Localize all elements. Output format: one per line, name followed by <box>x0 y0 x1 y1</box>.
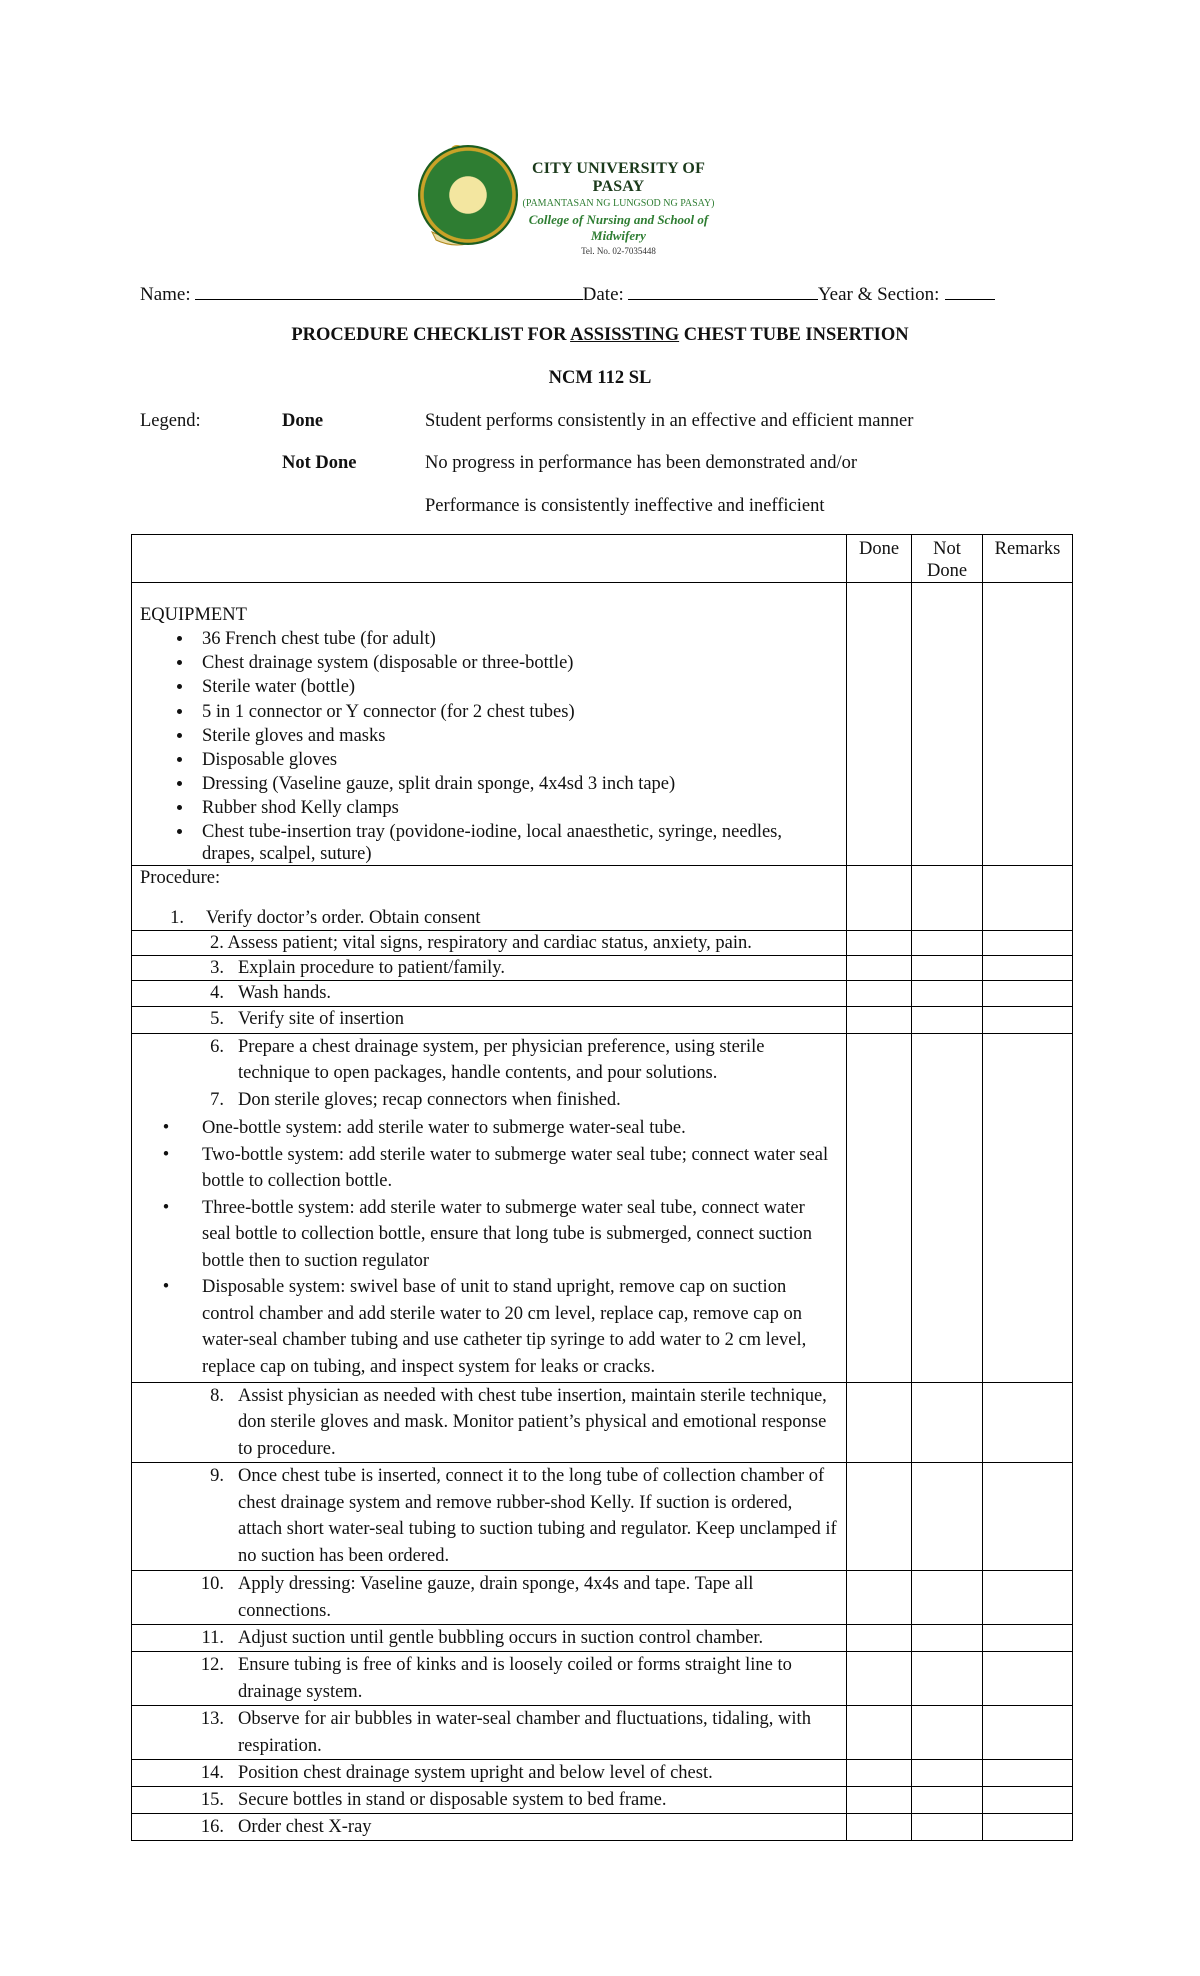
step-number: 15. <box>200 1790 224 1811</box>
done-checkbox-cell[interactable] <box>847 1706 912 1760</box>
table-row <box>132 930 1073 955</box>
procedure-step-cell <box>132 1814 847 1841</box>
step-text: Observe for air bubbles in water-seal chamber and fluctuations, tidaling, with respiration. <box>238 1709 811 1756</box>
step-number: 8. <box>210 1385 224 1406</box>
done-checkbox-cell[interactable] <box>847 1814 912 1841</box>
not-done-checkbox-cell[interactable] <box>912 1006 983 1033</box>
table-row <box>132 1006 1073 1033</box>
table-row <box>132 980 1073 1006</box>
procedure-step-cell <box>132 1760 847 1787</box>
table-row <box>132 1033 1073 1382</box>
course-code: NCM 112 SL <box>548 368 652 388</box>
step-number: 4. <box>210 982 224 1003</box>
name-field[interactable] <box>195 283 583 300</box>
not-done-checkbox-cell[interactable] <box>912 955 983 980</box>
remarks-cell[interactable] <box>983 955 1073 980</box>
title-suffix: CHEST TUBE INSERTION <box>679 325 909 345</box>
done-checkbox-cell[interactable] <box>847 955 912 980</box>
table-row <box>132 955 1073 980</box>
step-number: 6. <box>210 1036 224 1057</box>
not-done-checkbox-cell[interactable] <box>912 1625 983 1652</box>
procedure-step-cell <box>132 1033 847 1382</box>
not-done-checkbox-cell[interactable] <box>912 1033 983 1382</box>
step-text: Two-bottle system: add sterile water to submerge water seal tube; connect water seal bottle to collection bottle. <box>202 1144 829 1192</box>
step-text: Ensure tubing is free of kinks and is loosely coiled or forms straight line to drainage system. <box>238 1655 792 1702</box>
telephone-number: Tel. No. 02-7035448 <box>581 246 656 256</box>
year-section-field[interactable] <box>945 283 995 300</box>
not-done-checkbox-cell[interactable] <box>912 1706 983 1760</box>
step-number: 9. <box>210 1466 224 1487</box>
step-number: 11. <box>201 1628 224 1649</box>
done-checkbox-cell[interactable] <box>847 930 912 955</box>
equipment-title: EQUIPMENT <box>140 605 247 625</box>
step-number: 7. <box>210 1089 224 1110</box>
done-checkbox-cell[interactable] <box>847 980 912 1006</box>
date-field[interactable] <box>628 283 818 300</box>
legend-not-done-description: No progress in performance has been demonstrated and/or <box>425 453 858 473</box>
header-remarks: Remarks <box>983 535 1073 583</box>
list-item: • 5 in 1 connector or Y connector (for 2 chest tubes) <box>194 700 838 724</box>
remarks-cell[interactable] <box>983 1571 1073 1625</box>
done-checkbox-cell[interactable] <box>847 1033 912 1382</box>
list-item: • 36 French chest tube (for adult) <box>194 627 838 651</box>
procedure-step-cell <box>132 1706 847 1760</box>
remarks-cell[interactable] <box>983 1625 1073 1652</box>
university-name: CITY UNIVERSITY OF PASAY <box>531 160 706 195</box>
table-row <box>132 1571 1073 1625</box>
list-item: • Dressing (Vaseline gauze, split drain sponge, 4x4sd 3 inch tape) <box>194 772 838 796</box>
procedure-step-cell <box>132 1463 847 1571</box>
step-text: Verify doctor’s order. Obtain consent <box>206 907 481 928</box>
legend-label: Legend: <box>140 411 201 431</box>
bullet-icon: • <box>162 1118 170 1139</box>
table-row <box>132 1760 1073 1787</box>
legend-not-done-term: Not Done <box>282 453 357 473</box>
table-row <box>132 1706 1073 1760</box>
step-text: Apply dressing: Vaseline gauze, drain sponge, 4x4s and tape. Tape all connections. <box>238 1574 754 1621</box>
not-done-checkbox-cell[interactable] <box>912 1463 983 1571</box>
done-checkbox-cell[interactable] <box>847 1652 912 1706</box>
step-number: 16. <box>200 1817 224 1838</box>
table-header-row <box>132 535 1073 583</box>
equipment-cell <box>132 583 847 866</box>
procedure-step-1-cell <box>132 865 847 930</box>
remarks-cell[interactable] <box>983 865 1073 930</box>
step-text: Don sterile gloves; recap connectors when finished. <box>238 1089 621 1110</box>
remarks-cell[interactable] <box>983 1033 1073 1382</box>
step-number: 3. <box>210 957 224 978</box>
remarks-cell[interactable] <box>983 980 1073 1006</box>
date-label: Date: <box>582 284 624 305</box>
step-text: Wash hands. <box>238 982 332 1003</box>
legend-done-description: Student performs consistently in an effective and efficient manner <box>425 411 914 431</box>
remarks-cell[interactable] <box>983 1652 1073 1706</box>
legend-not-done-description-2: Performance is consistently ineffective and inefficient <box>425 496 825 516</box>
step-text: Adjust suction until gentle bubbling occurs in suction control chamber. <box>238 1628 764 1649</box>
not-done-checkbox-cell[interactable] <box>912 1787 983 1814</box>
done-checkbox-cell[interactable] <box>847 583 912 866</box>
remarks-cell[interactable] <box>983 1706 1073 1760</box>
procedure-title: Procedure: <box>140 867 221 888</box>
procedure-step-cell <box>132 980 847 1006</box>
year-section-label: Year & Section: <box>817 284 940 305</box>
done-checkbox-cell[interactable] <box>847 865 912 930</box>
procedure-step-cell <box>132 1625 847 1652</box>
table-row <box>132 1814 1073 1841</box>
university-alt-name: (PAMANTASAN NG LUNGSOD NG PASAY) <box>522 198 715 209</box>
procedure-step-cell <box>132 1652 847 1706</box>
not-done-checkbox-cell[interactable] <box>912 930 983 955</box>
not-done-checkbox-cell[interactable] <box>912 865 983 930</box>
bullet-icon: • <box>162 1197 170 1218</box>
step-number: 14. <box>200 1763 224 1784</box>
procedure-checklist-table <box>131 534 1073 1841</box>
list-item: • Disposable gloves <box>194 748 838 772</box>
done-checkbox-cell[interactable] <box>847 1006 912 1033</box>
not-done-checkbox-cell[interactable] <box>912 1382 983 1463</box>
remarks-cell[interactable] <box>983 1814 1073 1841</box>
list-item: • Sterile gloves and masks <box>194 724 838 748</box>
table-row <box>132 1652 1073 1706</box>
step-text: Assist physician as needed with chest tube insertion, maintain sterile technique, don sterile gloves and mask. Monitor patient’s physical and emotional response to procedure. <box>238 1385 827 1459</box>
step-text: Once chest tube is inserted, connect it to the long tube of collection chamber of chest drainage system and remove rubber-shod Kelly. If suction is ordered, attach short water-seal tubing to suction tubing and regulator. Keep unclamped if no suction has been ordered. <box>238 1466 837 1566</box>
remarks-cell[interactable] <box>983 1382 1073 1463</box>
letterhead <box>418 140 798 255</box>
table-row <box>132 1463 1073 1571</box>
procedure-step-cell <box>132 1006 847 1033</box>
table-row <box>132 865 1073 930</box>
list-item: • Rubber shod Kelly clamps <box>194 796 838 820</box>
not-done-checkbox-cell[interactable] <box>912 980 983 1006</box>
done-checkbox-cell[interactable] <box>847 1571 912 1625</box>
name-label: Name: <box>140 284 191 305</box>
university-seal-logo <box>418 145 518 245</box>
procedure-step-cell <box>132 1571 847 1625</box>
done-checkbox-cell[interactable] <box>847 1463 912 1571</box>
procedure-step-cell <box>132 955 847 980</box>
bullet-icon: • <box>162 1144 170 1165</box>
student-info-line <box>140 283 995 306</box>
procedure-step-cell <box>132 930 847 955</box>
procedure-step-cell <box>132 1382 847 1463</box>
step-text: Secure bottles in stand or disposable system to bed frame. <box>238 1790 667 1811</box>
title-prefix: PROCEDURE CHECKLIST FOR <box>291 325 571 345</box>
step-text: Verify site of insertion <box>238 1008 404 1029</box>
step-text: One-bottle system: add sterile water to submerge water-seal tube. <box>202 1118 686 1139</box>
step-text: 2. Assess patient; vital signs, respiratory and cardiac status, anxiety, pain. <box>210 932 752 953</box>
header-done: Done <box>847 535 912 583</box>
not-done-checkbox-cell[interactable] <box>912 583 983 866</box>
header-description <box>132 535 847 583</box>
step-text: Explain procedure to patient/family. <box>238 957 505 978</box>
remarks-cell[interactable] <box>983 583 1073 866</box>
table-row <box>132 1787 1073 1814</box>
remarks-cell[interactable] <box>983 1006 1073 1033</box>
list-item: • Chest tube-insertion tray (povidone-iodine, local anaesthetic, syringe, needles, drapes, scalpel, suture) <box>194 821 838 865</box>
remarks-cell[interactable] <box>983 1760 1073 1787</box>
remarks-cell[interactable] <box>983 1463 1073 1571</box>
step-number: 12. <box>200 1655 224 1676</box>
bullet-icon: • <box>162 1277 170 1298</box>
list-item: • Chest drainage system (disposable or three-bottle) <box>194 651 838 675</box>
list-item: • Sterile water (bottle) <box>194 675 838 699</box>
done-checkbox-cell[interactable] <box>847 1787 912 1814</box>
not-done-checkbox-cell[interactable] <box>912 1571 983 1625</box>
not-done-checkbox-cell[interactable] <box>912 1652 983 1706</box>
step-number: 13. <box>200 1709 224 1730</box>
not-done-checkbox-cell[interactable] <box>912 1760 983 1787</box>
step-text: Three-bottle system: add sterile water to submerge water seal tube, connect water seal bottle to collection bottle, ensure that long tube is submerged, connect suction bottle then to suction regulator <box>202 1197 813 1271</box>
university-name-block <box>506 160 731 256</box>
table-row <box>132 1625 1073 1652</box>
step-number: 10. <box>200 1574 224 1595</box>
table-row <box>132 583 1073 866</box>
step-text: Prepare a chest drainage system, per physician preference, using sterile technique to open packages, handle contents, and pour solutions. <box>238 1036 765 1084</box>
table-row <box>132 1382 1073 1463</box>
done-checkbox-cell[interactable] <box>847 1382 912 1463</box>
college-name: College of Nursing and School of Midwifery <box>528 212 709 243</box>
title-underlined-word: ASSISSTING <box>570 325 680 345</box>
step-number: 5. <box>210 1008 224 1029</box>
step-number: 1. <box>170 907 184 928</box>
step-text: Position chest drainage system upright and below level of chest. <box>238 1763 713 1784</box>
done-checkbox-cell[interactable] <box>847 1625 912 1652</box>
legend-done-term: Done <box>282 411 324 431</box>
done-checkbox-cell[interactable] <box>847 1760 912 1787</box>
equipment-list <box>140 627 838 865</box>
step-text: Order chest X-ray <box>238 1817 372 1838</box>
procedure-step-cell <box>132 1787 847 1814</box>
remarks-cell[interactable] <box>983 930 1073 955</box>
step-text: Disposable system: swivel base of unit to stand upright, remove cap on suction control chamber and add sterile water to 20 cm level, replace cap, remove cap on water-seal chamber tubing and use catheter tip syringe to add water to 2 cm level, replace cap on tubing, and inspect system for leaks or cracks. <box>202 1277 807 1377</box>
page-title <box>0 325 1200 346</box>
not-done-checkbox-cell[interactable] <box>912 1814 983 1841</box>
remarks-cell[interactable] <box>983 1787 1073 1814</box>
header-not-done: Not Done <box>912 535 983 583</box>
